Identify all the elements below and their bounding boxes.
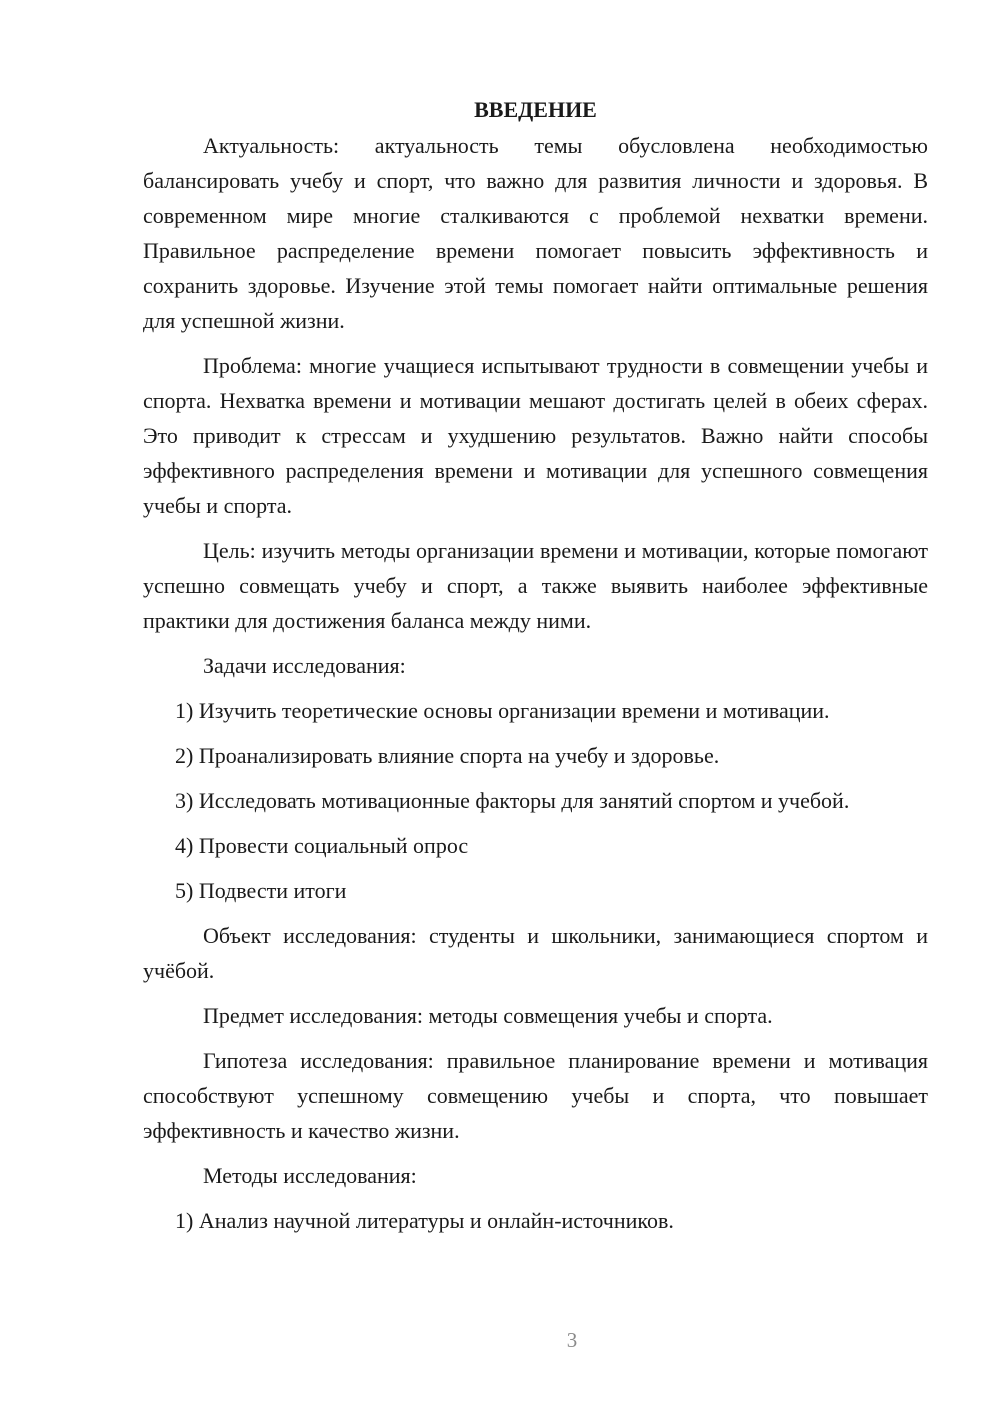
relevance-paragraph: Актуальность: актуальность темы обусловлена необходимостью балансировать учебу и спорт, что важно для развития личности и здоровья. В современном мире многие сталкиваются с проблемой нехватки времени. Правильное распределение времени помогает повысить эффективность и сохранить здоровье. Изучение этой темы помогает найти оптимальные решения для успешной жизни. [143, 133, 928, 333]
hypothesis-paragraph: Гипотеза исследования: правильное планирование времени и мотивация способствуют успешному совмещению учебы и спорта, что повышает эффективность и качество жизни. [143, 1048, 928, 1143]
task-item-2: 2) Проанализировать влияние спорта на учебу и здоровье. [175, 743, 720, 768]
task-item-5: 5) Подвести итоги [175, 878, 347, 903]
subject-paragraph: Предмет исследования: методы совмещения учебы и спорта. [203, 1003, 773, 1028]
task-item-3: 3) Исследовать мотивационные факторы для занятий спортом и учебой. [175, 788, 850, 813]
page-number: 3 [566, 1328, 578, 1352]
methods-heading: Методы исследования: [203, 1163, 417, 1188]
goal-paragraph: Цель: изучить методы организации времени и мотивации, которые помогают успешно совмещать учебу и спорт, а также выявить наиболее эффективные практики для достижения баланса между ними. [143, 538, 928, 633]
page-title: ВВЕДЕНИЕ [474, 97, 597, 122]
method-item-1: 1) Анализ научной литературы и онлайн-источников. [175, 1208, 674, 1233]
task-item-1: 1) Изучить теоретические основы организации времени и мотивации. [175, 698, 830, 723]
problem-paragraph: Проблема: многие учащиеся испытывают трудности в совмещении учебы и спорта. Нехватка времени и мотивации мешают достигать целей в обеих сферах. Это приводит к стрессам и ухудшению результатов. Важно найти способы эффективного распределения времени и мотивации для успешного совмещения учебы и спорта. [143, 353, 928, 518]
task-item-4: 4) Провести социальный опрос [175, 833, 469, 858]
tasks-heading: Задачи исследования: [203, 653, 406, 678]
object-paragraph: Объект исследования: студенты и школьники, занимающиеся спортом и учёбой. [143, 923, 928, 983]
document-page [143, 94, 928, 1248]
